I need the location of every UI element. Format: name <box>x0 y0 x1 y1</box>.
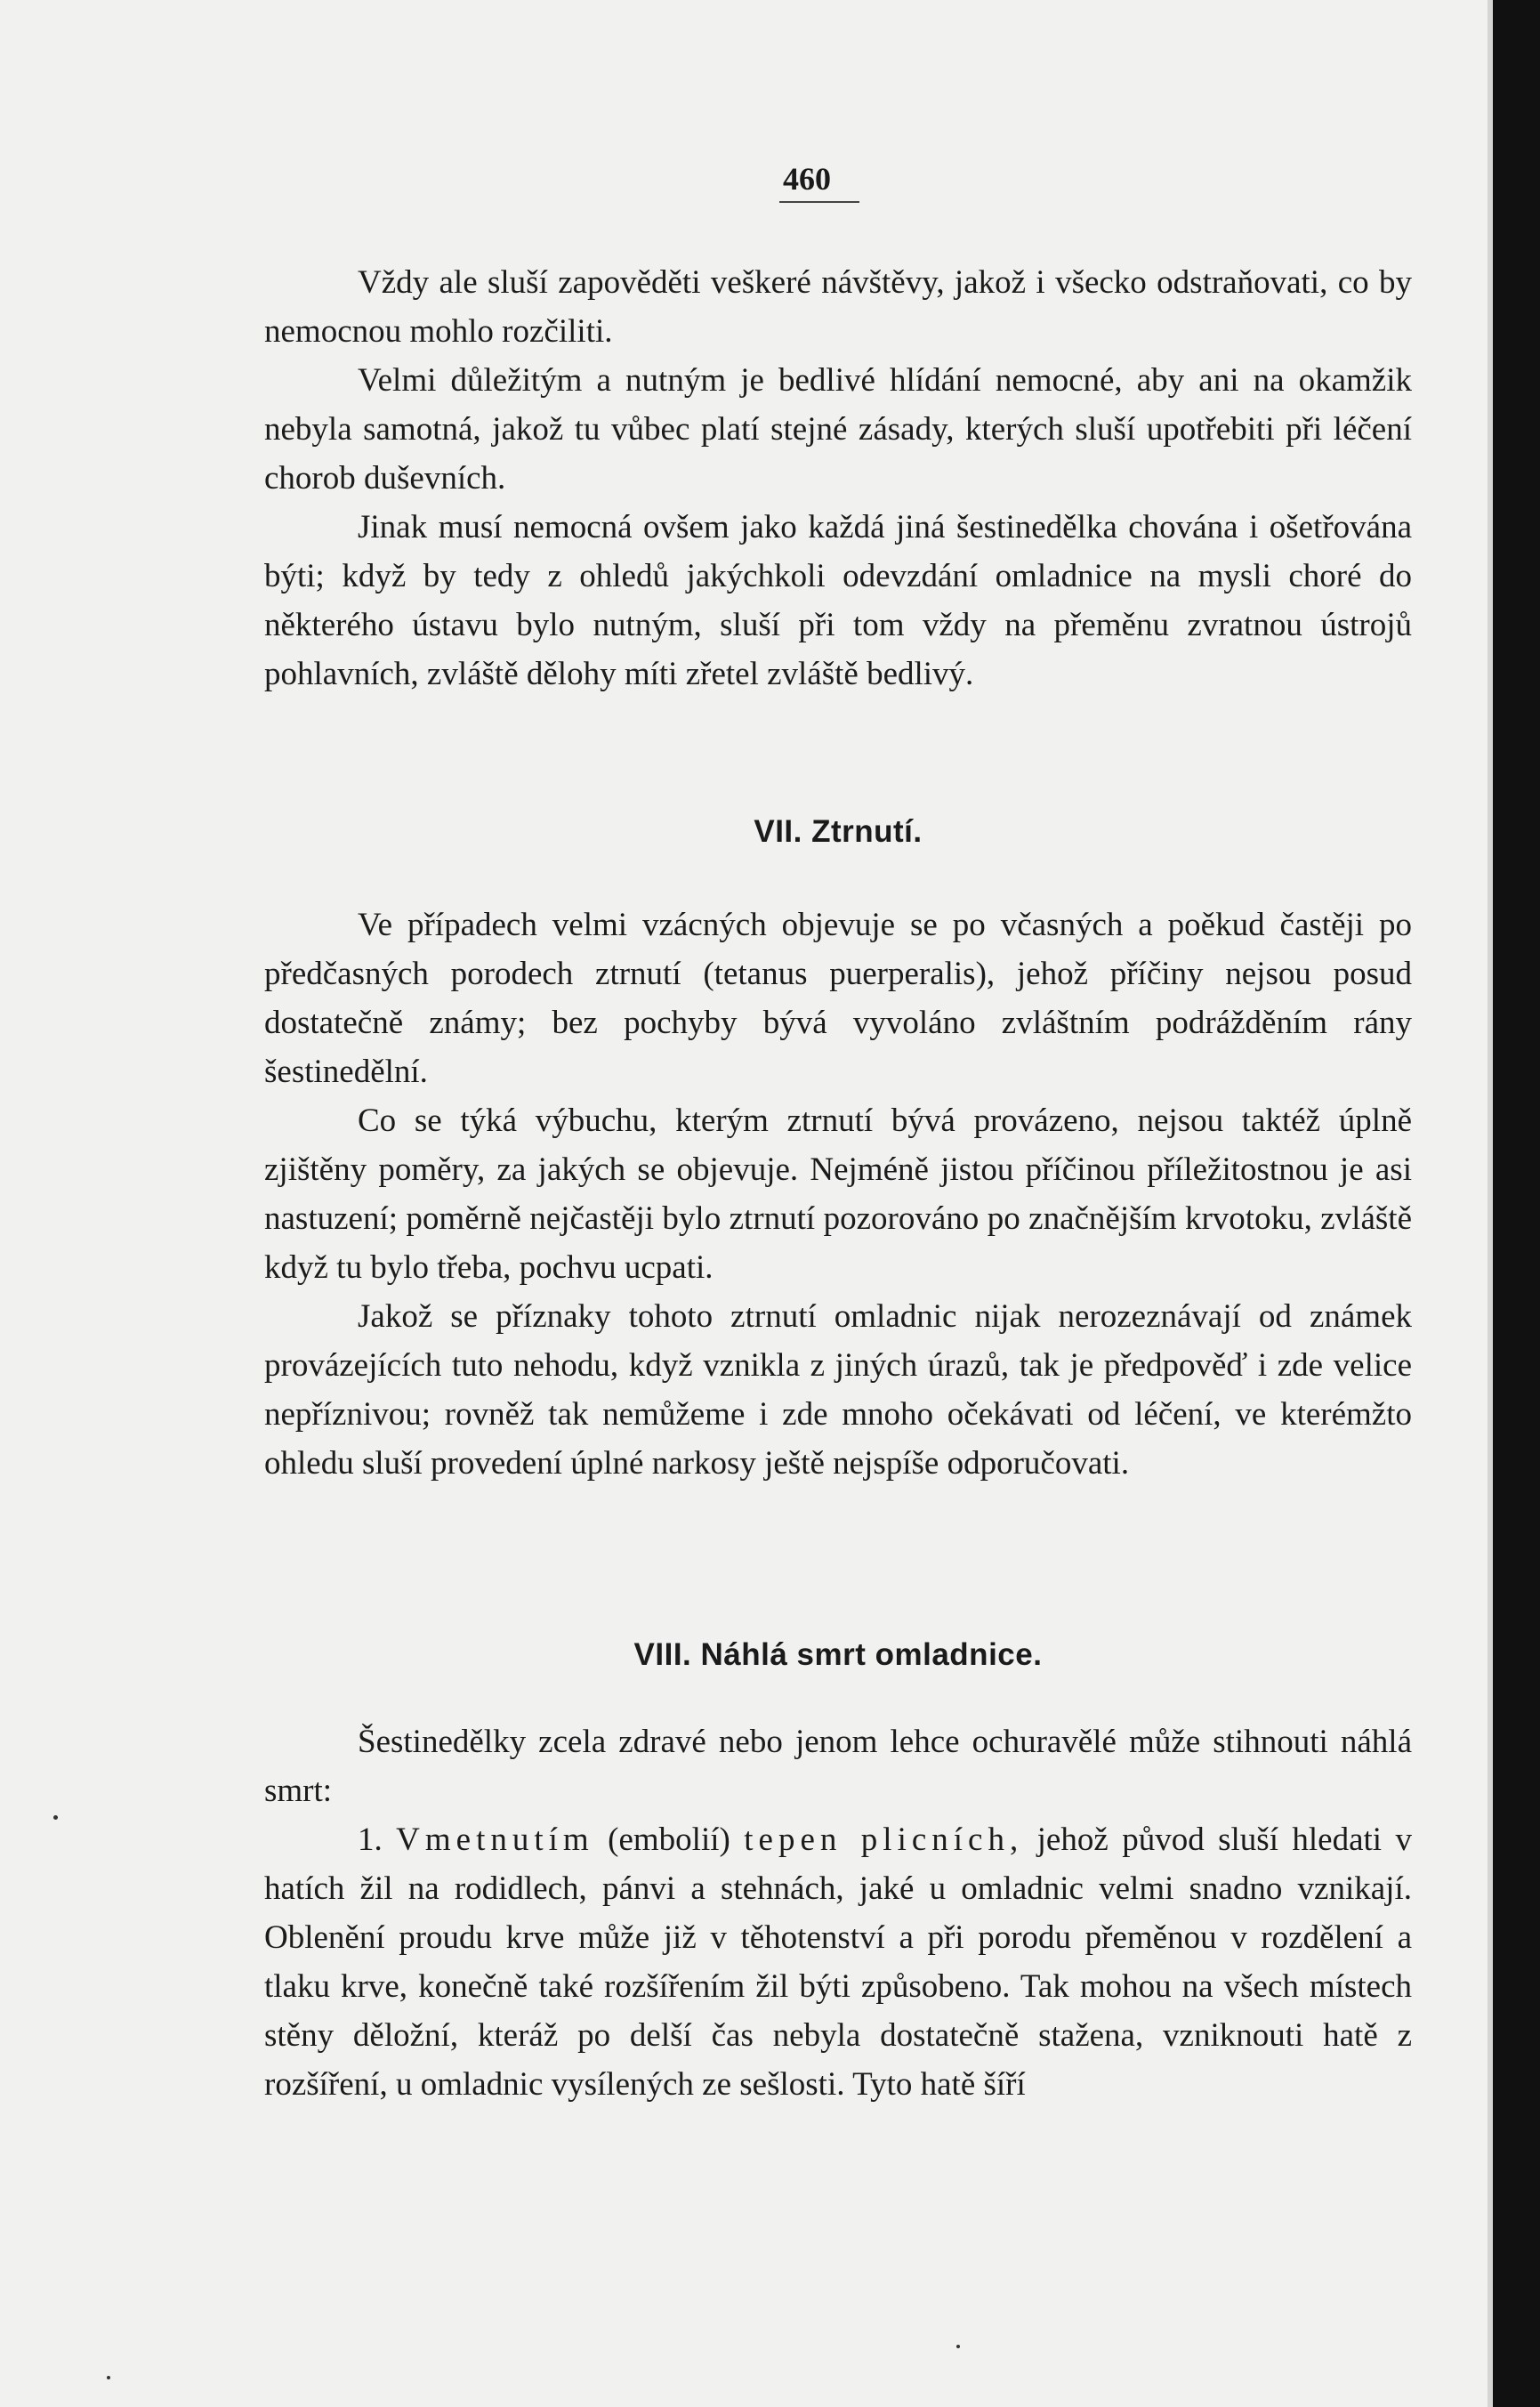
page-number-underline <box>779 201 859 203</box>
paragraph: Ve případech velmi vzácných objevuje se po včasných a poěkud častěji po předčasných porodech ztrnutí (tetanus puerperalis), jehož příčiny nejsou posud dostatečně známy; bez pochyby bývá vyvoláno zvláštním podrážděním rány šestinedělní. <box>264 907 1412 1090</box>
section-7-text <box>264 901 1412 1488</box>
item-number: 1. <box>358 1821 383 1858</box>
page-number: 460 <box>783 161 831 197</box>
parenthetical: (embolií) <box>608 1821 730 1858</box>
numbered-paragraph <box>264 1815 1412 2109</box>
opening-text <box>264 258 1412 699</box>
paragraph: Šestinedělky zcela zdravé nebo jenom lehce ochuravělé může stihnouti náhlá smrt: <box>264 1724 1412 1809</box>
scan-border <box>1493 0 1540 2407</box>
section-8-text <box>264 1717 1412 2109</box>
paragraph: Vždy ale sluší zapověděti veškeré návštěvy, jakož i všecko odstraňovati, co by nemocnou mohlo rozčiliti. <box>264 264 1412 350</box>
spaced-term: Vmetnutím <box>396 1821 594 1858</box>
paragraph: Co se týká výbuchu, kterým ztrnutí bývá provázeno, nejsou taktéž úplně zjištěny poměry, za jakých se objevuje. Nejméně jistou příčinou příležitostnou je asi nastuzení; poměrně nejčastěji bylo ztrnutí pozorováno po značnějším krvotoku, zvláště když tu bylo třeba, pochvu ucpati. <box>264 1103 1412 1286</box>
section-heading-7: VII. Ztrnutí. <box>754 814 923 849</box>
spaced-term: tepen plicních, <box>744 1821 1024 1858</box>
paragraph: Velmi důležitým a nutným je bedlivé hlídání nemocné, aby ani na okamžik nebyla samotná, jakož tu vůbec platí stejné zásady, kterých sluší upotřebiti při léčení chorob duševních. <box>264 362 1412 497</box>
paragraph: Jinak musí nemocná ovšem jako každá jiná šestinedělka chována i ošetřována býti; když by tedy z ohledů jakýchkoli odevzdání omladnice na mysli choré do některého ústavu bylo nutným, sluší při tom vždy na přeměnu zvratnou ústrojů pohlavních, zvláště dělohy míti zřetel zvláště bedlivý. <box>264 509 1412 692</box>
scan-speck <box>53 1815 58 1820</box>
scan-speck <box>107 2376 110 2379</box>
section-heading-8: VIII. Náhlá smrt omladnice. <box>633 1637 1043 1672</box>
paragraph: Jakož se příznaky tohoto ztrnutí omladnic nijak nerozeznávají od známek provázejících tuto nehodu, když vznikla z jiných úrazů, tak je předpověď i zde velice nepříznivou; rovněž tak nemůžeme i zde mnoho očekávati od léčení, ve kterémžto ohledu sluší provedení úplné narkosy ještě nejspíše odporučovati. <box>264 1298 1412 1482</box>
scan-speck <box>956 2345 960 2348</box>
paragraph-rest: jehož původ sluší hledati v hatích žil na rodidlech, pánvi a stehnách, jaké u omladnic velmi snadno vznikají. Oblenění proudu krve může již v těhotenství a při porodu přeměnou v rozdělení a tlaku krve, konečně také rozšířením žil býti způsobeno. Tak mohou na všech místech stěny děložní, kteráž po delší čas nebyla dostatečně stažena, vzniknouti hatě z rozšíření, u omladnic vysílených ze sešlosti. Tyto hatě šíří <box>264 1821 1413 2103</box>
